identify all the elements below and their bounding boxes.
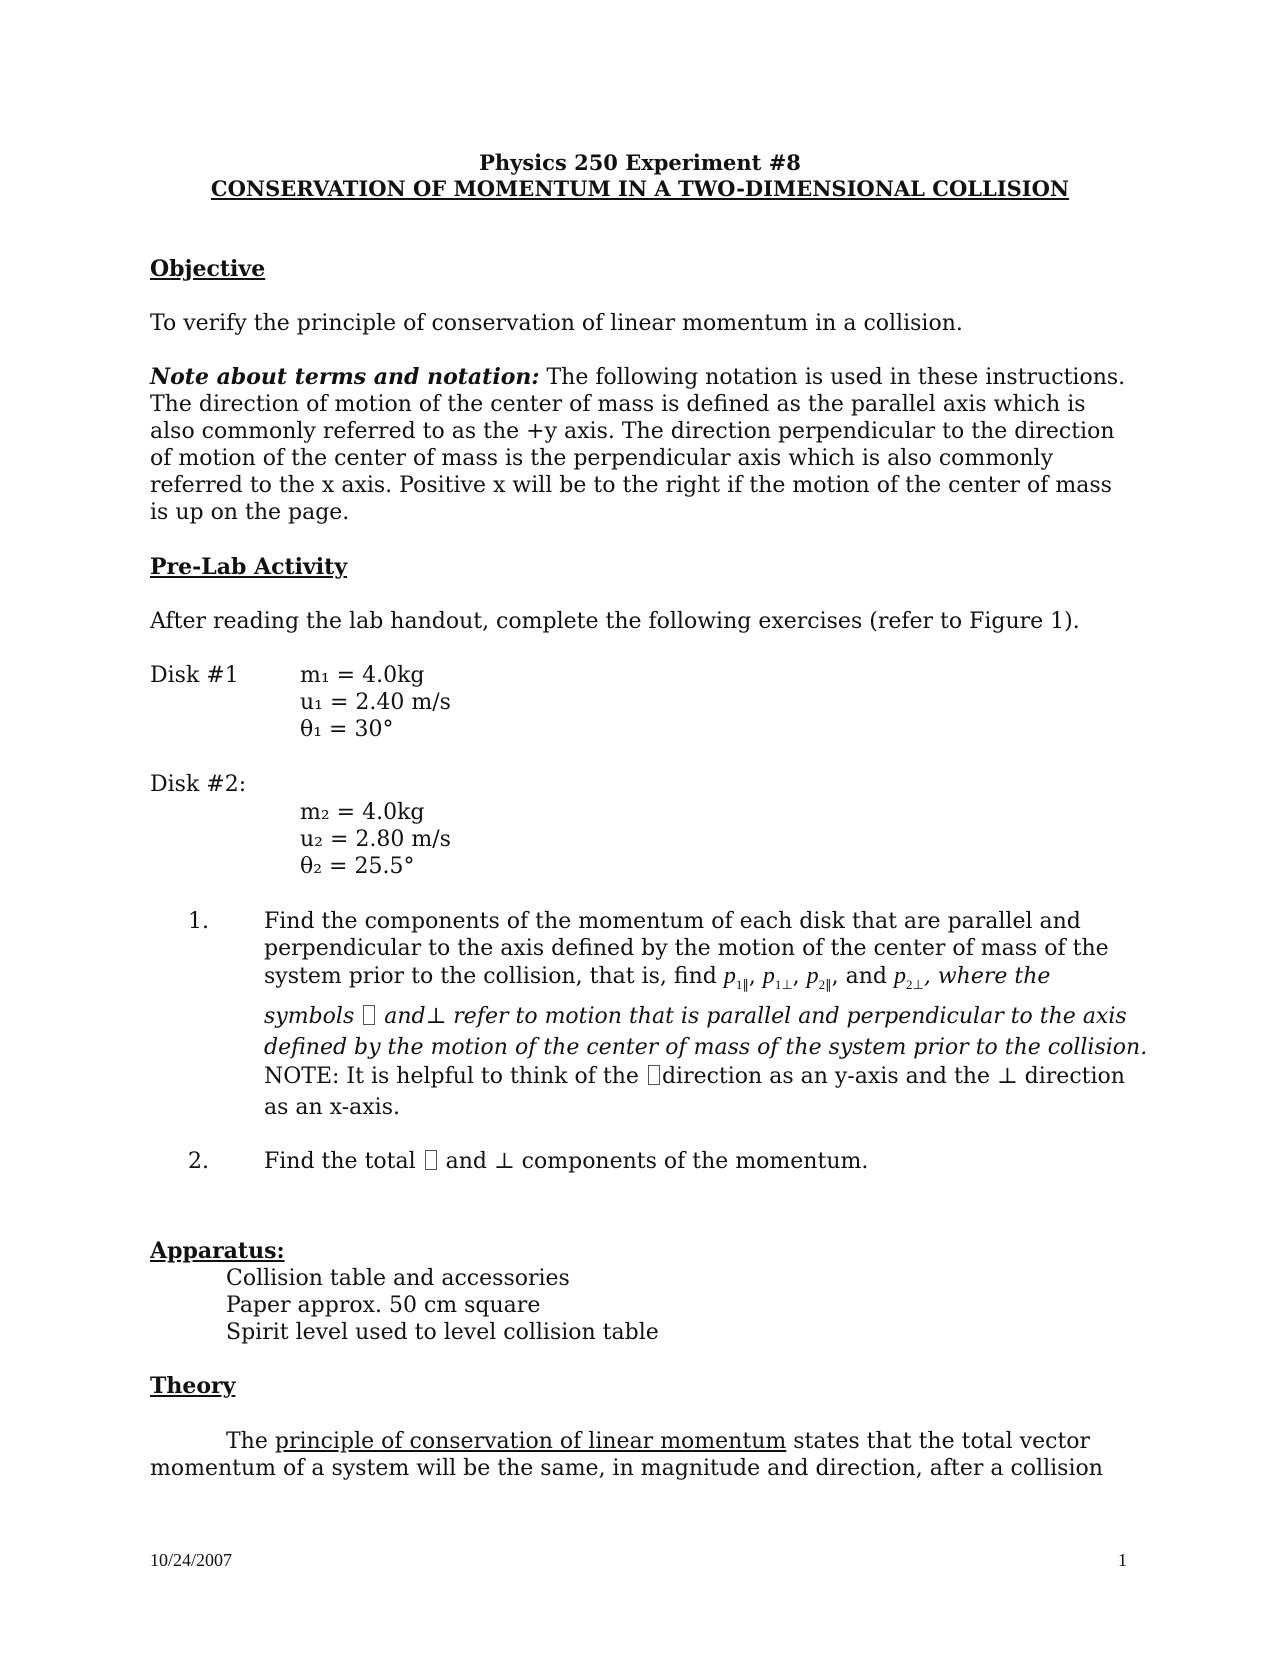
- item1-line-5: defined by the motion of the center of mass of the system prior to the collision.: [264, 1035, 1148, 1060]
- apparatus-heading: Apparatus:: [150, 1238, 285, 1264]
- note-line-2: The direction of motion of the center of mass is defined as the parallel axis which is: [150, 392, 1086, 417]
- document-title: Physics 250 Experiment #8: [479, 150, 801, 175]
- item2-text: Find the total and ⊥ components of the momentum.: [264, 1149, 869, 1174]
- note-label: Note about terms and notation:: [150, 364, 540, 390]
- objective-heading: Objective: [150, 256, 266, 282]
- p2-perp-symbol: $p_{2\perp}$: [894, 963, 924, 992]
- prelab-intro: After reading the lab handout, complete the following exercises (refer to Figure 1).: [150, 609, 1080, 634]
- theory-line-1: The principle of conservation of linear momentum states that the total vector: [226, 1429, 1091, 1454]
- parallel-symbol-box: [648, 1065, 660, 1085]
- item1-line-6: NOTE: It is helpful to think of the direction as an y-axis and the ⊥ direction: [264, 1064, 1125, 1089]
- note-line-3: also commonly referred to as the +y axis. The direction perpendicular to the direction: [150, 419, 1115, 444]
- principle-term: principle of conservation of linear momentum: [274, 1429, 787, 1454]
- prelab-heading: Pre-Lab Activity: [150, 554, 348, 580]
- disk2-label: Disk #2:: [150, 772, 247, 797]
- note-line-4: of motion of the center of mass is the perpendicular axis which is also commonly: [150, 446, 1054, 471]
- parallel-symbol-box: [425, 1150, 437, 1170]
- disk1-velocity: u₁ = 2.40 m/s: [300, 690, 451, 715]
- disk2-velocity: u₂ = 2.80 m/s: [300, 827, 451, 852]
- footer-page-number: 1: [1118, 1550, 1127, 1570]
- item1-line-2: perpendicular to the axis defined by the motion of the center of mass of the: [264, 936, 1109, 961]
- apparatus-item: Paper approx. 50 cm square: [226, 1293, 541, 1318]
- item2-number: 2.: [188, 1149, 209, 1174]
- note-line-6: is up on the page.: [150, 500, 350, 525]
- footer-date: 10/24/2007: [150, 1550, 233, 1570]
- objective-text: To verify the principle of conservation of linear momentum in a collision.: [150, 311, 963, 336]
- item1-line-3: system prior to the collision, that is, find $p_{1\parallel}$, $p_{1\perp}$, $p_{2\parallel}$, and $p_{2\perp}$, where the: [264, 963, 1051, 992]
- disk1-angle: θ₁ = 30°: [300, 717, 394, 742]
- item1-number: 1.: [188, 909, 209, 934]
- theory-heading: Theory: [150, 1373, 236, 1399]
- theory-line-2: momentum of a system will be the same, in magnitude and direction, after a collision: [150, 1456, 1103, 1481]
- disk1-label: Disk #1: [150, 663, 239, 688]
- item1-line-7: as an x-axis.: [264, 1095, 400, 1120]
- p1-perp-symbol: $p_{1\perp}$: [762, 963, 793, 992]
- p2-parallel-symbol: $p_{2\parallel}$: [806, 963, 832, 992]
- disk1-mass: m₁ = 4.0kg: [300, 663, 425, 688]
- item1-line-4: symbols and⊥ refer to motion that is parallel and perpendicular to the axis: [264, 1004, 1127, 1029]
- note-line-1: Note about terms and notation: The following notation is used in these instructions.: [150, 364, 1126, 390]
- document-subtitle: CONSERVATION OF MOMENTUM IN A TWO-DIMENSIONAL COLLISION: [210, 176, 1070, 201]
- parallel-symbol-box: [363, 1005, 375, 1025]
- apparatus-item: Collision table and accessories: [226, 1266, 570, 1291]
- disk2-mass: m₂ = 4.0kg: [300, 800, 425, 825]
- note-line-5: referred to the x axis. Positive x will be to the right if the motion of the center of mass: [150, 473, 1112, 498]
- apparatus-item: Spirit level used to level collision table: [226, 1320, 659, 1345]
- item1-line-1: Find the components of the momentum of each disk that are parallel and: [264, 909, 1081, 934]
- disk2-angle: θ₂ = 25.5°: [300, 854, 415, 879]
- p1-parallel-symbol: $p_{1\parallel}$: [723, 963, 749, 992]
